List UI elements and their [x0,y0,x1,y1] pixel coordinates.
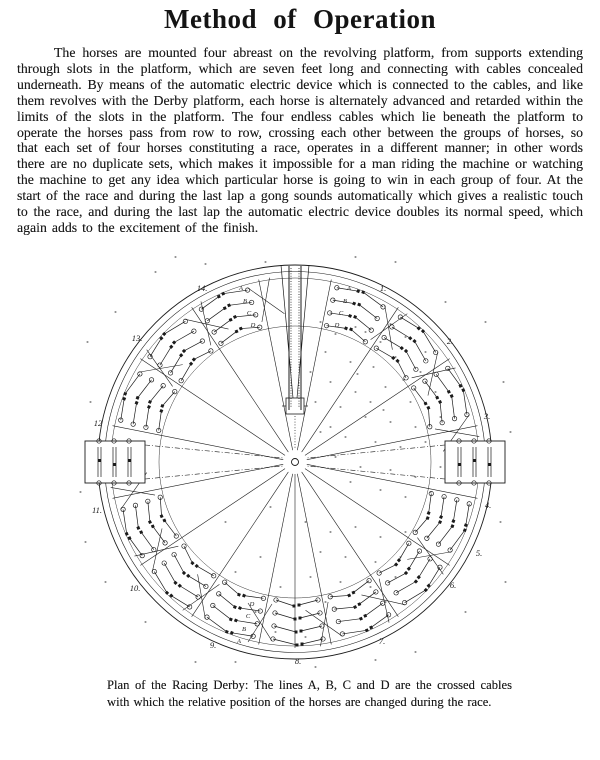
cable-letter-c: C [245,613,251,620]
cable-letter-d: D [249,601,255,608]
station-label-7: 7. [378,636,386,646]
station-label-1: 1. [379,283,387,293]
page-title: Method of Operation [164,4,436,34]
station-label-13: 13. [131,333,143,343]
station-label-5: 5. [475,548,483,558]
cable-letter-c: C [246,310,252,317]
cable-letter-a: A [347,285,351,292]
cable-letter-a: A [239,285,243,292]
station-label-14: 14. [196,283,208,293]
station-label-9: 9. [209,640,217,650]
plan-diagram [75,253,515,673]
right-loading-box [445,439,505,485]
station-label-10: 10. [129,583,141,593]
figure-caption: Plan of the Racing Derby: The lines A, B, C and D are the crossed cables with which the relative position of the horses are changed during the race. [107,678,512,709]
station-label-3: 3. [483,411,491,421]
cable-letter-a: A [237,638,241,645]
cable-letter-b: B [243,298,247,305]
cable-letter-d: D [334,322,340,329]
center-shaft [281,265,309,449]
station-label-6: 6. [449,580,457,590]
cable-letter-c: C [338,310,344,317]
station-label-12: 12 [93,418,103,428]
body-paragraph: The horses are mounted four abreast on the revolving platform, from supports extending through slots in the platform, which are seven feet long and connecting with cables concealed underneath. By means of the automatic electric device which is connected to the cables, and like them revolves with the Derby platform, each horse is alternately advanced and retarded within the limits of the slots in the platform. The four endless cables which lie beneath the platform to operate the horses pass from row to row, crossing each other between the groups of horses, so that each set of four horses constituting a race, operates in a different manner; in other words there are no duplicate sets, which makes it impossible for a man riding the machine or watching the machine to get any idea which particular horse is going to win in each group of four. At the start of the race and during the last lap a gong sounds automatically which gives a realistic touch to the race, and during the last lap the automatic electric device doubles its normal speed, which again adds to the excitement of the finish. [17,45,583,235]
cable-letter-d: D [250,322,256,329]
racing-derby-plan-figure [75,253,515,673]
station-label-4: 4. [484,500,492,510]
station-label-8: 8. [294,656,302,666]
cable-letter-b: B [242,626,246,633]
station-numbers [92,283,491,666]
center-hub [292,459,299,466]
station-label-2: 2. [446,336,454,346]
station-label-11: 11. [92,505,102,515]
cable-letter-b: B [343,298,347,305]
left-loading-box [85,439,145,485]
